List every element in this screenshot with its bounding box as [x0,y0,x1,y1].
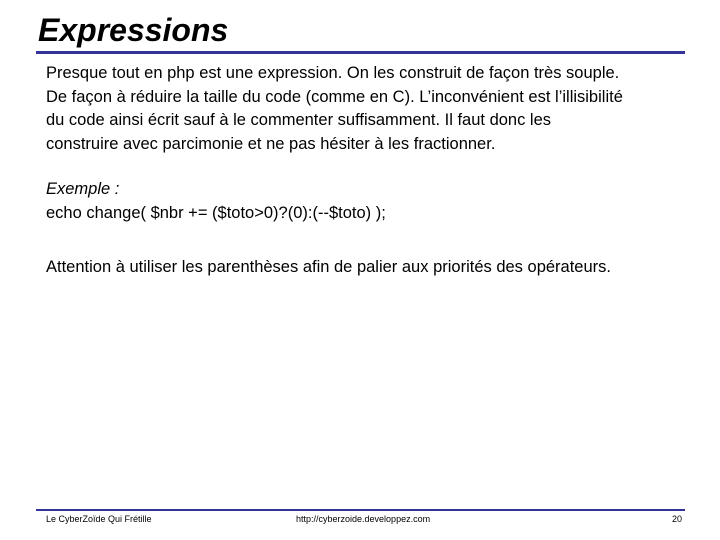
footer-divider [36,509,685,511]
footer-author: Le CyberZoïde Qui Frétille [46,514,152,524]
title-underline [36,51,685,54]
footer-url: http://cyberzoide.developpez.com [296,514,431,524]
slide-title: Expressions [38,12,229,48]
intro-line: Presque tout en php est une expression. On les construit de façon très souple. [46,64,620,82]
intro-paragraph [46,62,696,156]
attention-note: Attention à utiliser les parenthèses afin de palier aux priorités des opérateurs. [46,258,611,276]
example-code: echo change( $nbr += ($toto>0)?(0):(--$toto) ); [46,204,386,222]
page-number: 20 [671,514,682,524]
intro-line: De façon à réduire la taille du code (comme en C). L’inconvénient est l’illisibilité [46,87,623,106]
intro-line: construire avec parcimonie et ne pas hésiter à les fractionner. [46,134,496,153]
example-label: Exemple : [46,180,120,198]
intro-line: du code ainsi écrit sauf à le commenter suffisamment. Il faut donc les [46,111,552,129]
